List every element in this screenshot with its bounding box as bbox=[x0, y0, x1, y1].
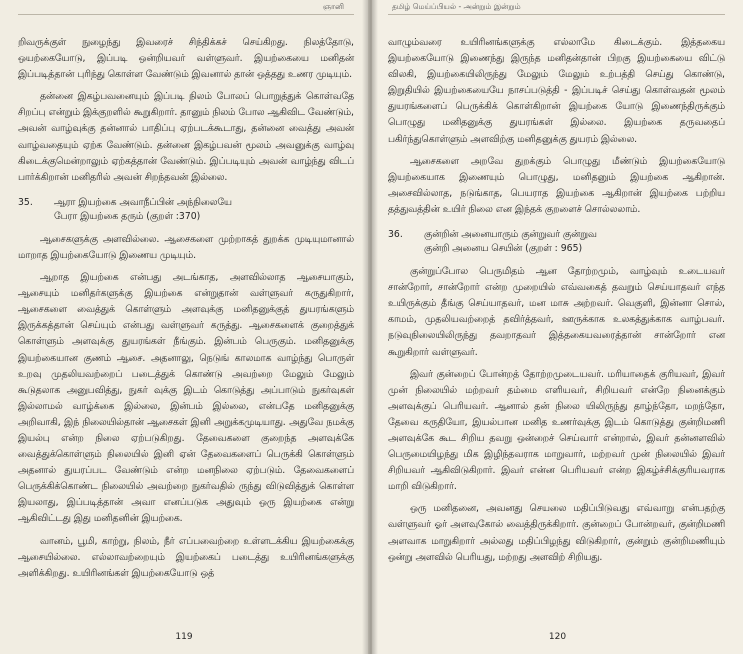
page-number: 119 bbox=[175, 632, 193, 642]
paragraph: றிவருக்குள் நுழைந்து இவரைச் சிந்திக்கச் செய்கிறது. நிலத்தோடு, ஒயற்கையோடு, இப்படி ஒன்றியவர் வள்ளுவர். இயற்கையை மனிதன் இப்படித்தான் புரிந்து கொள்ள வேண்டும் இவனால் தான் ஒத்தது உணர முடியும். bbox=[18, 37, 354, 81]
book-gutter bbox=[362, 0, 378, 654]
paragraph: வானம், பூமி, காற்று, நிலம், நீர் எப்பவைற்றை உள்ளடக்கிய இயற்கைக்கு ஆசையில்லை. எல்லாவற்றையும் இயற்கைப் படைத்து உயிரினங்களுக்கு அளிக்கிறது. உயிரினங்கள் இயற்கையோடு ஒத் bbox=[18, 535, 354, 579]
paragraph: வாழும்வரை உயிரினங்களுக்கு எல்லாமே கிடைக்கும். இத்தகைய இயற்கையோடு இணைந்து இருந்த மனிதன்தான் பிறகு இயற்கையை விட்டு விலகி, இயற்கையிலிருந்து மேலும் மேலும் உற்பத்தி செய்து கொண்டு, இறுதியில் இயற்கையையே நாசப்படுத்தி - இப்படிச் செய்து கொள்வதன் மூலம் துயரங்களைப் பெருக்கிக் கொள்கிறான் இயற்கை யோடு இணைந்திருக்கும் பொழுது மனிதனுக்கு துயரங்கள் இல்லை. இயற்கை தருவதைப் பகிர்ந்துகொள்ளும் அளவிற்கு மனிதனுக்கு துயரம் இல்லை. bbox=[388, 37, 725, 145]
paragraph: ஆசைகளுக்கு அளவில்லை. ஆசைகளை முற்றாகத் துறக்க முடியுமானால் மாறாத இயற்கையோடு இணைய முடியும். bbox=[18, 233, 354, 261]
running-header: ஞானி bbox=[323, 2, 344, 11]
paragraph: இவர் குன்றைப் போன்றத் தோற்றமுடையவர். மரியாதைக் குரியவர், இவர் முன் நிலையில் மற்றவர் தம்மை எளியவர், சிறியவர் என்றே நினைக்கும் அளவுக்குப் பெரியவர். ஆனால் தன் நிலை யிலிருந்து தாழ்ந்தோ, மறந்தோ, தேவை கருதியோ, இயல்பான மனித உணர்வுக்கு இடம் கொடுத்து குன்றிமணி அளவுக்கே கூட சிறிய தவறு ஒன்றைச் செய்வார் என்றால், இவர் தன்னளவில் பெருமையிழந்து மிக இழிந்தவராக மாறுவார், மற்றவர் முன் நிலையில் இவர் சிறியவர் ஆகிவிடுகிறார். இவர் என்ன பெரியவர் என்ற இகழ்ச்சிக்குரியவராக மாறி விடுகிறார். bbox=[388, 368, 725, 493]
paragraph: தன்னை இகழ்பவனையும் இப்படி நிலம் போலப் பொறுத்துக் கொள்வதே சிறப்பு என்றும் இக்குறளில் கூறுகிறார். தானும் நிலம் போல ஆகிவிட வேண்டும், அவன் வாழ்வுக்கு தன்னால் பாதிப்பு ஏற்படக்கூடாது, தன்னை வைத்து அவன் வாழ்வதையும் ஏற்க வேண்டும். தன்னை இகழ்பவன் மூலம் அவனுக்கு வாழ்வு கிடைக்குமென்றாலும் ஏற்கத்தான் வேண்டும். இப்படியும் அவன் வாழ்ந்து விடப் பார்க்கிறான் மனிதரில் அவன் சிறந்தவன் இல்லை. bbox=[18, 91, 354, 183]
kural-heading bbox=[18, 196, 354, 224]
kural-number: 35. bbox=[18, 196, 33, 208]
kural-line-1: குன்றின் அனையாரும் குன்றுவர் குன்றுவ bbox=[424, 229, 597, 241]
kural-line-1: ஆரா இயற்கை அவாநீப்பின் அந்நிலையே bbox=[54, 196, 232, 208]
kural-line-2: குன்றி அனைய செயின் (குறள் : 965) bbox=[424, 243, 583, 255]
header-rule bbox=[388, 14, 725, 15]
paragraph: ஆசைகளை அறவே துறக்கும் பொழுது மீண்டும் இயற்கையோடு இயற்கையாக இணையும் பொழுது, மனிதனும் இயற்கை ஆகிறான். அசைவில்லாத, நடுங்காத, பெயராத இயற்கை ஆகிறான் இயற்கை பற்றிய தத்துவத்தின் உயிர் நிலை என இந்தக் குறளைச் சொல்லலாம். bbox=[388, 155, 725, 215]
kural-heading bbox=[388, 228, 725, 256]
left-page bbox=[0, 0, 368, 654]
paragraph: ஆறாத இயற்கை என்பது அடங்காத, அளவில்லாத ஆசையாகும், ஆசையும் மனிதர்களுக்கு இயற்கை என்றுதான் வள்ளுவர் கருதுகிறார், ஆசைகளை வைத்துக் கொள்ளும் அளவுக்கு மனிதனுக்குத் துயரங்களும் இருக்கத்தான் செய்யும் என்பது வள்ளுவர் கருத்து. ஆசைகளைக் குறைத்துக் கொள்ளும் அளவுக்கு துயரங்கள் நீங்கும். இன்பம் பெருகும். மனிதனுக்கு இயற்கையான குணம் ஆசை. அதனாலு, நெடுங் காலமாக வாழ்ந்து பொருள் உறவு முதலியவற்றைப் படைத்துக் கொண்டு அவற்றை மேலும் மேலும் கூடுதலாக அனுபவித்து, நுகர் வுக்கு இடம் கொடுத்து அப்பாடும் நுகர்வுகள் இல்லாமல் வாழ்க்கை இல்லை, இன்பம் இல்லை, என்பதே மனிதனுக்கு அறிவாகி, இந் நிலையில்தான் ஆசைகள் இனி அறுக்கமுடியாது. அதுவே நமக்கு இயல்பு என்ற நிலை ஏற்படுகிறது. தேவைகளை குறைந்த அளவுக்கே வைத்துக்கொள்ளும் நிலையில் இனி ஏன் தேவைகளைப் பெருக்கி கொள்ளும் அதனால் துயரப்பட வேண்டும் என்ற மனநிலை ஏற்படும். தேவைகளைப் பெருக்கிக்கொண்ட நிலையில் அவற்றை நுகர்வதில் ருந்து விடுவித்துக் கொள்ள இயலாது, இப்படித்தான் அவா எனப்படுக அதுவும் ஒரு இயற்கை என்று ஆகிவிட்டது இது மனிதனின் இயற்கை. bbox=[18, 272, 354, 525]
kural-line-2: பேரா இயற்கை தரும் (குறள் :370) bbox=[54, 210, 201, 222]
paragraph: ஒரு மனிதனை, அவனது செயலை மதிப்பிடுவது எவ்வாறு என்பதற்கு வள்ளுவர் ஓர் அளவுகோல் வைத்திருக்கிறார். குன்றைப் போன்றவர், குன்றிமணி அளவாக மாறுகிறார் அல்லது மதிப்பிழந்து விடுகிறார், குன்றும் குன்றிமணியும் ஒன்று அளவில் பெரியது, மற்றது அளவிற் சிறியது. bbox=[388, 503, 725, 563]
page-number: 120 bbox=[548, 632, 567, 642]
header-rule bbox=[18, 14, 354, 15]
kural-number: 36. bbox=[388, 229, 403, 241]
paragraph: குன்றுப்போல பெருமிதம் ஆன தோற்றமும், வாழ்வும் உடையவர் சான்றோர், சான்றோர் என்ற முறையில் எவ்வகைத் தவறும் செய்யாதவர் எந்த உயிருக்கும் தீங்கு செய்யாதவர், மன மாசு அற்றவர். வெகுளி, இன்னா சொல், காமம், முதலியவற்றைத் தவிர்த்தவர், ஊருக்காக உலகத்துக்காக வாழ்பவர். நடுவுநிலையிலிருந்து தவறாதவர் இத்தகையவரைத்தான் சான்றோர் என கூறுகிறார் வள்ளுவர். bbox=[388, 266, 725, 358]
running-header: தமிழ் மெய்ப்பியல் - அன்றும் இன்றும் bbox=[392, 2, 521, 11]
right-page bbox=[372, 0, 743, 654]
